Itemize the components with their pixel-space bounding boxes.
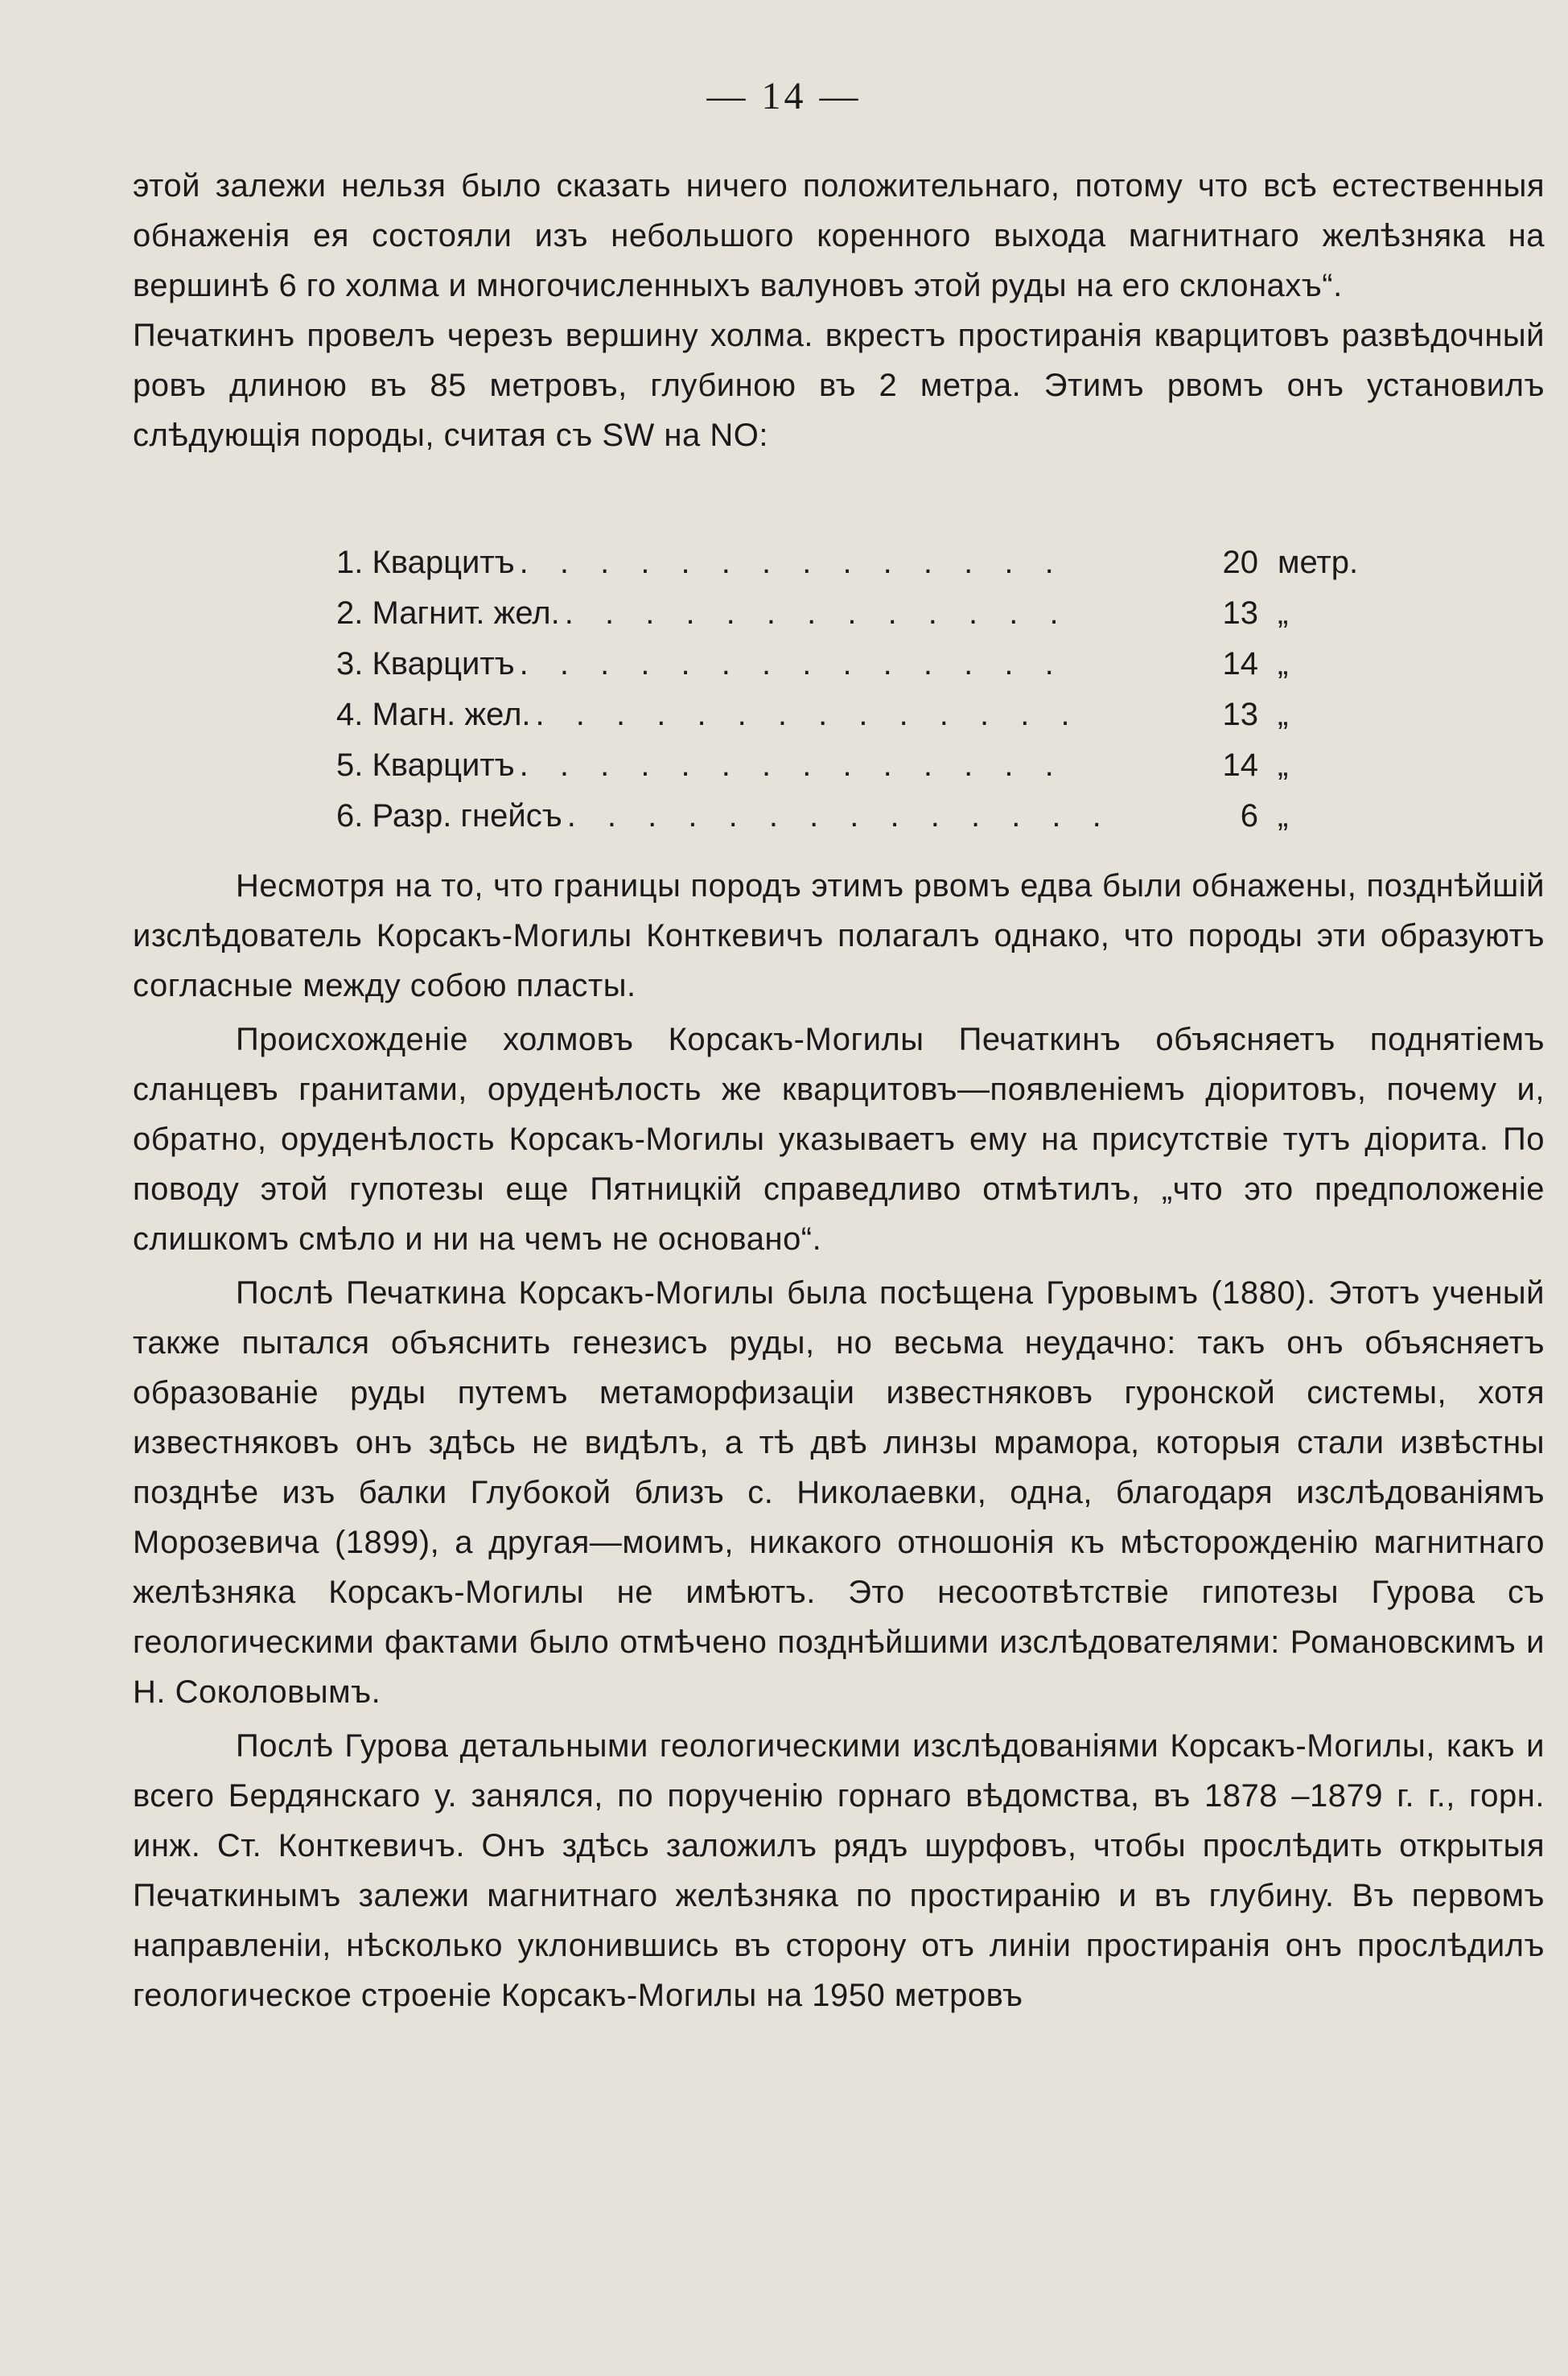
rock-name: 2. Магнит. жел. (336, 595, 560, 631)
rock-name: 4. Магн. жел. (336, 697, 531, 732)
rock-name: 5. Кварцитъ (336, 747, 515, 783)
thickness-value: 14 (1222, 747, 1258, 783)
paragraph: Несмотря на то, что границы породъ этимъ рвомъ едва были обнажены, позднѣйшій изслѣдователь Корсакъ-Могилы Конткевичъ полагалъ однако, что породы эти образуютъ согласные между собою пласты. (133, 868, 1545, 1003)
leader-dots: . . . . . . . . . . . . . . (535, 697, 1081, 732)
thickness-value: 13 (1222, 595, 1258, 631)
leader-dots: . . . . . . . . . . . . . . (566, 798, 1113, 834)
table-row (336, 791, 1382, 842)
table-row (336, 588, 1382, 639)
thickness-unit: „ (1278, 646, 1289, 682)
page-number: — 14 — (706, 75, 862, 117)
paragraph: Печаткинъ провелъ черезъ вершину холма. вкрестъ простиранія кварцитовъ развѣдочный ровъ длиною въ 85 метровъ, глубиною въ 2 метра. Этимъ рвомъ онъ установилъ слѣдующія породы, считая съ SW на NO: (133, 318, 1545, 453)
thickness-unit: „ (1278, 798, 1289, 834)
thickness-unit: „ (1278, 747, 1289, 783)
paragraph: Послѣ Печаткина Корсакъ-Могилы была посѣщена Гуровымъ (1880). Этотъ ученый также пытался объяснить генезисъ руды, но весьма неудачно: такъ онъ объясняетъ образованіе руды путемъ метаморфизаціи известняковъ гуронской системы, хотя известняковъ онъ здѣсь не видѣлъ, а тѣ двѣ линзы мрамора, которыя стали извѣстны позднѣе изъ балки Глубокой близъ с. Николаевки, одна, благодаря изслѣдованіямъ Морозевича (1899), а другая—моимъ, никакого отношонія къ мѣсторожденію магнитнаго желѣзняка Корсакъ-Могилы не имѣютъ. Это несоотвѣтствіе гипотезы Гурова съ геологическими фактами было отмѣчено позднѣйшими изслѣдователями: Романовскимъ и Н. Соколовымъ. (133, 1275, 1545, 1710)
leader-dots: . . . . . . . . . . . . . . (519, 747, 1065, 783)
paragraph: этой залежи нельзя было сказать ничего положительнаго, потому что всѣ естественныя обнаженія ея состояли изъ небольшого коренного выхода магнитнаго желѣзняка на вершинѣ 6 го холма и многочисленныхъ валуновъ этой руды на его склонахъ“. (133, 168, 1545, 303)
text-block-top (133, 161, 1545, 460)
thickness-unit: „ (1278, 595, 1289, 631)
leader-dots: . . . . . . . . . . . . . . (519, 545, 1065, 580)
table-row (336, 537, 1382, 588)
leader-dots: . . . . . . . . . . . . . . (519, 646, 1065, 682)
thickness-unit: „ (1278, 697, 1289, 732)
thickness-value: 13 (1222, 697, 1258, 732)
leader-dots: . . . . . . . . . . . . . (564, 595, 1070, 631)
thickness-value: 14 (1222, 646, 1258, 682)
rock-name: 3. Кварцитъ (336, 646, 515, 682)
thickness-value: 20 (1222, 545, 1258, 580)
text-block-bottom (133, 861, 1545, 2020)
thickness-value: 6 (1240, 798, 1258, 834)
thickness-unit: метр. (1278, 545, 1359, 580)
rock-name: 6. Разр. гнейсъ (336, 798, 562, 834)
table-row (336, 690, 1382, 740)
rock-name: 1. Кварцитъ (336, 545, 515, 580)
paragraph: Послѣ Гурова детальными геологическими изслѣдованіями Корсакъ-Могилы, какъ и всего Бердянскаго у. занялся, по порученію горнаго вѣдомства, въ 1878 –1879 г. г., горн. инж. Ст. Конткевичъ. Онъ здѣсь заложилъ рядъ шурфовъ, чтобы прослѣдить открытыя Печаткинымъ залежи магнитнаго желѣзняка по простиранію и въ глубину. Въ первомъ направленіи, нѣсколько уклонившись въ сторону отъ линіи простиранія онъ прослѣдилъ геологическое строеніе Корсакъ-Могилы на 1950 метровъ (133, 1728, 1545, 2013)
table-row (336, 740, 1382, 791)
table-row (336, 639, 1382, 690)
paragraph: Происхожденіе холмовъ Корсакъ-Могилы Печаткинъ объясняетъ поднятіемъ сланцевъ гранитами, оруденѣлость же кварцитовъ—появленіемъ діоритовъ, почему и, обратно, оруденѣлость Корсакъ-Могилы указываетъ ему на присутствіе тутъ діорита. По поводу этой гупотезы еще Пятницкій справедливо отмѣтилъ, „что это предположеніе слишкомъ смѣло и ни на чемъ не основано“. (133, 1022, 1545, 1257)
rock-sequence-table (336, 537, 1382, 842)
